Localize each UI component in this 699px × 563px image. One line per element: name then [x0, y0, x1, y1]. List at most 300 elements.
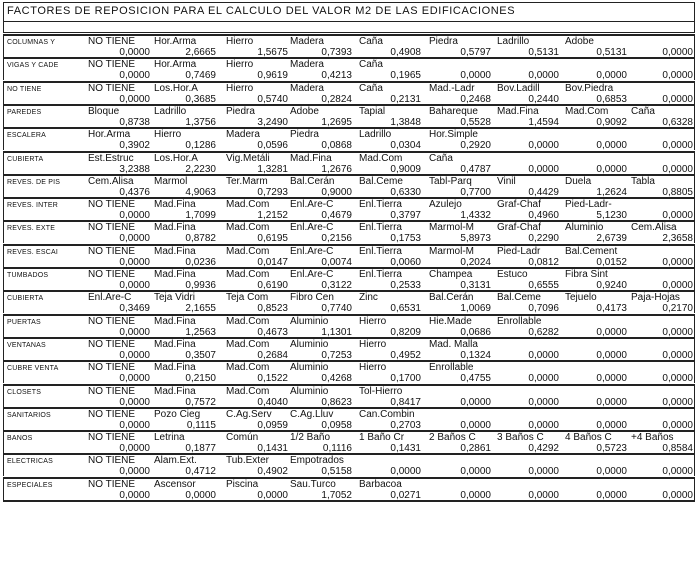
- row-label-cell: Marmol-M: [429, 245, 474, 257]
- row-value-cell: 0,4040: [257, 396, 288, 407]
- row-value-cell: 0,1286: [185, 140, 216, 151]
- row-value-cell: 0,5528: [460, 116, 491, 127]
- row-label-cell: Vinil: [497, 175, 516, 187]
- row-label-cell: Enl.Tierra: [359, 269, 402, 280]
- row-value-cell: 0,0000: [119, 233, 150, 244]
- row-value-cell: 1,3848: [390, 116, 421, 127]
- row-value-cell: 0,1877: [185, 443, 216, 454]
- row-label-cell: Mad.Fina: [154, 338, 196, 350]
- row-value-cell: 0,2468: [460, 93, 491, 104]
- row-value-cell: 0,0000: [119, 396, 150, 407]
- table-row: [3, 220, 695, 243]
- row-value-cell: 4,9063: [185, 186, 216, 197]
- table-row: [3, 360, 695, 383]
- row-label-cell: Enl.Tierra: [359, 245, 402, 257]
- row-label-cell: Mad.Fina: [497, 105, 539, 117]
- row-value-cell: 1,0069: [460, 303, 491, 314]
- row-value-cell: 0,1700: [390, 373, 421, 384]
- table-row: [3, 34, 695, 57]
- row-value-cell: 0,8805: [662, 186, 693, 197]
- row-label-cell: Pied-Ladr-: [565, 199, 612, 211]
- row-value-cell: 0,0000: [662, 256, 693, 267]
- row-value-cell: 0,2170: [662, 303, 693, 314]
- row-value-cell: 0,8209: [390, 326, 421, 337]
- row-value-cell: 0,8738: [119, 116, 150, 127]
- row-label-cell: Aluminio: [290, 338, 329, 350]
- table-row: [3, 407, 695, 430]
- row-value-cell: 0,7700: [460, 186, 491, 197]
- row-value-cell: 0,3122: [321, 280, 352, 290]
- row-value-cell: 0,1522: [257, 373, 288, 384]
- row-value-cell: 0,0000: [257, 489, 288, 501]
- row-category: PUERTAS: [7, 318, 41, 326]
- row-label-cell: Marmol: [154, 175, 188, 187]
- row-value-cell: 0,0000: [528, 489, 559, 501]
- row-label-cell: Piedra: [429, 36, 458, 47]
- row-label-cell: Tabl-Parq: [429, 175, 472, 187]
- row-label-cell: Hierro: [359, 315, 387, 327]
- row-value-cell: 0,0000: [596, 466, 627, 477]
- row-value-cell: 0,4908: [390, 47, 421, 57]
- row-value-cell: 2,3658: [662, 233, 693, 244]
- row-value-cell: 0,7469: [185, 70, 216, 81]
- row-category: REVES. EXTE: [7, 225, 56, 233]
- row-value-cell: 0,3685: [185, 93, 216, 104]
- row-value-cell: 0,0000: [119, 349, 150, 360]
- row-value-cell: 0,0958: [321, 419, 352, 430]
- row-value-cell: 0,2533: [390, 280, 421, 290]
- row-label-cell: NO TIENE: [88, 199, 136, 211]
- row-label-cell: 4 Baños C: [565, 432, 612, 444]
- row-label-cell: NO TIENE: [88, 269, 136, 280]
- row-value-cell: 0,0812: [528, 256, 559, 267]
- row-value-cell: 0,2861: [460, 443, 491, 454]
- row-value-cell: 0,0000: [662, 466, 693, 477]
- row-label-cell: Empotrados: [290, 455, 344, 467]
- row-label-cell: Enl.Are-C: [88, 292, 132, 304]
- row-value-cell: 0,0000: [528, 140, 559, 151]
- row-label-cell: Tabla: [631, 175, 655, 187]
- row-value-cell: 2,6739: [596, 233, 627, 244]
- table-row: [3, 127, 695, 150]
- row-value-cell: 0,0000: [119, 70, 150, 81]
- row-value-cell: 1,2152: [257, 210, 288, 221]
- row-value-cell: 0,0000: [662, 419, 693, 430]
- row-value-cell: 0,0000: [596, 70, 627, 81]
- row-label-cell: Mad.Com: [226, 269, 270, 280]
- row-label-cell: Can.Combin: [359, 408, 415, 420]
- row-label-cell: Sau.Turco: [290, 478, 336, 490]
- row-label-cell: Vig.Metáli: [226, 152, 270, 164]
- row-category: COLUMNAS Y: [7, 39, 56, 46]
- row-label-cell: Enrollable: [429, 362, 474, 374]
- row-value-cell: 0,8523: [257, 303, 288, 314]
- row-value-cell: 0,2290: [528, 233, 559, 244]
- row-label-cell: Mad.Com: [226, 245, 270, 257]
- row-label-cell: Champea: [429, 269, 473, 280]
- row-value-cell: 1,2695: [321, 116, 352, 127]
- row-value-cell: 0,4712: [185, 466, 216, 477]
- row-label-cell: NO TIENE: [88, 36, 136, 47]
- table-row: [3, 337, 695, 360]
- row-value-cell: 0,3131: [460, 280, 491, 290]
- row-label-cell: Mad.Com: [226, 222, 270, 234]
- row-label-cell: Bov.Ladill: [497, 82, 540, 94]
- row-value-cell: 0,0000: [528, 373, 559, 384]
- row-label-cell: Caña: [359, 36, 383, 47]
- table-row: [3, 244, 695, 267]
- row-label-cell: Mad.Fina: [154, 245, 196, 257]
- row-value-cell: 0,0000: [528, 466, 559, 477]
- row-value-cell: 0,7253: [321, 349, 352, 360]
- row-value-cell: 1,4332: [460, 210, 491, 221]
- row-label-cell: C.Ag.Serv: [226, 408, 272, 420]
- row-value-cell: 0,6195: [257, 233, 288, 244]
- row-value-cell: 0,5158: [321, 466, 352, 477]
- row-value-cell: 0,3797: [390, 210, 421, 221]
- row-value-cell: 0,0000: [119, 489, 150, 501]
- row-value-cell: 1,7099: [185, 210, 216, 221]
- row-value-cell: 0,0000: [390, 466, 421, 477]
- row-label-cell: Letrina: [154, 432, 185, 444]
- row-value-cell: 0,2684: [257, 349, 288, 360]
- row-label-cell: Aluminio: [290, 385, 329, 397]
- row-value-cell: 0,3469: [119, 303, 150, 314]
- row-value-cell: 0,9092: [596, 116, 627, 127]
- row-label-cell: Pied-Ladr: [497, 245, 541, 257]
- row-value-cell: 0,9000: [321, 186, 352, 197]
- row-value-cell: 3,2388: [119, 163, 150, 174]
- row-value-cell: 0,8623: [321, 396, 352, 407]
- row-label-cell: Aluminio: [565, 222, 604, 234]
- row-category: REVES. ESCAI: [7, 248, 59, 256]
- row-label-cell: Hor.Arma: [154, 36, 197, 47]
- row-category: PAREDES: [7, 108, 42, 116]
- row-value-cell: 0,4268: [321, 373, 352, 384]
- row-label-cell: Graf-Chaf: [497, 199, 541, 211]
- row-label-cell: Caña: [429, 152, 453, 164]
- row-value-cell: 0,4376: [119, 186, 150, 197]
- row-value-cell: 0,0868: [321, 140, 352, 151]
- row-value-cell: 0,0000: [662, 349, 693, 360]
- row-value-cell: 0,0000: [119, 419, 150, 430]
- row-label-cell: Enl.Tierra: [359, 199, 402, 211]
- row-label-cell: Tub.Exter: [226, 455, 269, 467]
- row-label-cell: Bov.Piedra: [565, 82, 614, 94]
- row-label-cell: Mad.Fina: [154, 362, 196, 374]
- row-label-cell: NO TIENE: [88, 362, 136, 374]
- row-value-cell: 0,8417: [390, 396, 421, 407]
- row-label-cell: Fibro Cen: [290, 292, 334, 304]
- row-value-cell: 0,0000: [662, 373, 693, 384]
- row-label-cell: Mad.Fina: [154, 222, 196, 234]
- row-value-cell: 0,9936: [185, 280, 216, 290]
- row-label-cell: Enl.Are-C: [290, 245, 334, 257]
- row-label-cell: Piscina: [226, 478, 259, 490]
- row-value-cell: 0,0000: [460, 70, 491, 81]
- row-category: TUMBADOS: [7, 272, 49, 279]
- row-value-cell: 0,0000: [528, 419, 559, 430]
- row-value-cell: 0,2156: [321, 233, 352, 244]
- row-label-cell: Mad.Fina: [154, 199, 196, 211]
- row-label-cell: Hierro: [226, 59, 254, 71]
- row-label-cell: Hor.Arma: [154, 59, 197, 71]
- row-value-cell: 0,0596: [257, 140, 288, 151]
- row-value-cell: 0,0074: [321, 256, 352, 267]
- row-category: REVES. INTER: [7, 202, 59, 210]
- row-value-cell: 0,9619: [257, 70, 288, 81]
- row-label-cell: NO TIENE: [88, 408, 136, 420]
- row-value-cell: 0,0000: [596, 326, 627, 337]
- row-value-cell: 0,3507: [185, 349, 216, 360]
- row-value-cell: 0,0000: [596, 373, 627, 384]
- row-label-cell: 2 Baños C: [429, 432, 476, 444]
- row-label-cell: Mad.Fina: [290, 152, 332, 164]
- row-value-cell: 0,0000: [596, 419, 627, 430]
- row-category: REVES. DE PIS: [7, 178, 61, 186]
- row-value-cell: 1,1301: [321, 326, 352, 337]
- row-value-cell: 0,4679: [321, 210, 352, 221]
- row-value-cell: 0,1324: [460, 349, 491, 360]
- row-label-cell: NO TIENE: [88, 455, 136, 467]
- row-value-cell: 0,0000: [528, 163, 559, 174]
- row-value-cell: 0,0304: [390, 140, 421, 151]
- row-label-cell: Caña: [631, 105, 655, 117]
- row-value-cell: 0,2703: [390, 419, 421, 430]
- row-label-cell: Tejuelo: [565, 292, 597, 304]
- row-label-cell: Mad.Com: [226, 385, 270, 397]
- row-category: CUBIERTA: [7, 295, 44, 303]
- row-value-cell: 0,2440: [528, 93, 559, 104]
- row-category: VENTANAS: [7, 341, 46, 349]
- row-label-cell: Mad. Malla: [429, 338, 478, 350]
- row-label-cell: Enrollable: [497, 315, 542, 327]
- row-value-cell: 0,4960: [528, 210, 559, 221]
- row-label-cell: Aluminio: [290, 362, 329, 374]
- row-label-cell: Bal.Cement: [565, 245, 618, 257]
- table-row: [3, 290, 695, 313]
- row-label-cell: Bal.Ceme: [497, 292, 541, 304]
- row-value-cell: 0,3902: [119, 140, 150, 151]
- row-value-cell: 0,0000: [662, 47, 693, 57]
- table-row: [3, 314, 695, 337]
- row-value-cell: 0,8782: [185, 233, 216, 244]
- row-label-cell: Ascensor: [154, 478, 196, 490]
- row-value-cell: 0,0686: [460, 326, 491, 337]
- row-label-cell: Zinc: [359, 292, 378, 304]
- row-label-cell: Hierro: [226, 36, 254, 47]
- table-row: [3, 81, 695, 104]
- row-value-cell: 0,0271: [390, 489, 421, 501]
- row-label-cell: Mad.Com: [226, 315, 270, 327]
- row-label-cell: Caña: [359, 59, 383, 71]
- row-value-cell: 0,0000: [596, 489, 627, 501]
- row-category: NO TIENE: [7, 85, 42, 93]
- row-label-cell: Teja Vidri: [154, 292, 195, 304]
- row-value-cell: 0,0000: [528, 396, 559, 407]
- row-value-cell: 1,3756: [185, 116, 216, 127]
- table-row: [3, 151, 695, 174]
- row-label-cell: Cem.Alisa: [88, 175, 134, 187]
- row-label-cell: Caña: [359, 82, 383, 94]
- row-label-cell: Enl.Tierra: [359, 222, 402, 234]
- row-label-cell: Mad.-Ladr: [429, 82, 475, 94]
- row-value-cell: 0,0000: [662, 93, 693, 104]
- row-label-cell: NO TIENE: [88, 59, 136, 71]
- row-label-cell: Mad.Com: [359, 152, 403, 164]
- row-category: CUBRE VENTA: [7, 365, 59, 373]
- row-value-cell: 0,6330: [390, 186, 421, 197]
- table-row: [3, 104, 695, 127]
- table-row: [3, 197, 695, 220]
- row-value-cell: 0,1753: [390, 233, 421, 244]
- row-label-cell: 1/2 Baño: [290, 432, 331, 444]
- row-value-cell: 0,5131: [596, 47, 627, 57]
- row-value-cell: 2,2230: [185, 163, 216, 174]
- row-label-cell: Ter.Marm: [226, 175, 268, 187]
- row-value-cell: 0,4952: [390, 349, 421, 360]
- row-label-cell: Tapial: [359, 105, 386, 117]
- row-label-cell: Aluminio: [290, 315, 329, 327]
- row-value-cell: 0,0000: [662, 326, 693, 337]
- row-label-cell: Hierro: [359, 362, 387, 374]
- row-value-cell: 0,0000: [662, 489, 693, 501]
- row-value-cell: 0,7096: [528, 303, 559, 314]
- row-label-cell: NO TIENE: [88, 245, 136, 257]
- row-value-cell: 0,1965: [390, 70, 421, 81]
- row-value-cell: 0,0000: [460, 466, 491, 477]
- row-label-cell: Hierro: [154, 129, 182, 141]
- row-label-cell: Tol-Hierro: [359, 385, 403, 397]
- row-value-cell: 0,0000: [119, 443, 150, 454]
- row-value-cell: 0,0000: [662, 210, 693, 221]
- row-value-cell: 0,0000: [596, 396, 627, 407]
- row-label-cell: Enl.Are-C: [290, 199, 334, 211]
- row-label-cell: NO TIENE: [88, 432, 136, 444]
- row-label-cell: Ladrillo: [359, 129, 392, 141]
- row-label-cell: 3 Baños C: [497, 432, 544, 444]
- header-spacer: [3, 22, 695, 33]
- row-label-cell: Enl.Are-C: [290, 269, 334, 280]
- row-value-cell: 0,0000: [460, 419, 491, 430]
- row-value-cell: 0,1431: [390, 443, 421, 454]
- row-label-cell: Ladrillo: [154, 105, 187, 117]
- row-value-cell: 0,8584: [662, 443, 693, 454]
- row-label-cell: NO TIENE: [88, 385, 136, 397]
- row-value-cell: 0,0000: [460, 489, 491, 501]
- row-value-cell: 0,9009: [390, 163, 421, 174]
- row-value-cell: 0,0000: [662, 396, 693, 407]
- row-label-cell: Piedra: [226, 105, 255, 117]
- row-label-cell: +4 Baños: [631, 432, 674, 444]
- row-label-cell: 1 Baño Cr: [359, 432, 405, 444]
- row-label-cell: Marmol-M: [429, 222, 474, 234]
- row-label-cell: Hor.Arma: [88, 129, 131, 141]
- row-category: SANITARIOS: [7, 411, 51, 419]
- row-label-cell: Madera: [290, 36, 324, 47]
- row-label-cell: NO TIENE: [88, 478, 136, 490]
- row-label-cell: Paja-Hojas: [631, 292, 680, 304]
- row-label-cell: Mad.Com: [226, 199, 270, 211]
- row-value-cell: 0,0152: [596, 256, 627, 267]
- row-label-cell: Mad.Com: [226, 362, 270, 374]
- row-value-cell: 0,0000: [119, 280, 150, 290]
- table-row: [3, 174, 695, 197]
- row-value-cell: 0,2131: [390, 93, 421, 104]
- row-label-cell: Madera: [290, 59, 324, 71]
- row-value-cell: 0,2024: [460, 256, 491, 267]
- row-value-cell: 1,2563: [185, 326, 216, 337]
- row-label-cell: Bal.Ceme: [359, 175, 403, 187]
- title-box: [3, 2, 695, 22]
- row-label-cell: Los.Hor.A: [154, 82, 198, 94]
- row-value-cell: 0,7293: [257, 186, 288, 197]
- row-value-cell: 5,8973: [460, 233, 491, 244]
- row-value-cell: 0,0000: [119, 326, 150, 337]
- row-value-cell: 0,0000: [662, 140, 693, 151]
- row-label-cell: Bal.Cerán: [429, 292, 474, 304]
- row-category: ELECTRICAS: [7, 458, 53, 466]
- row-value-cell: 0,0000: [662, 163, 693, 174]
- row-value-cell: 0,0000: [662, 70, 693, 81]
- row-value-cell: 0,2920: [460, 140, 491, 151]
- row-label-cell: Azulejo: [429, 199, 462, 211]
- row-label-cell: Bahareque: [429, 105, 478, 117]
- row-label-cell: C.Ag.Lluv: [290, 408, 334, 420]
- row-value-cell: 1,5675: [257, 47, 288, 57]
- row-value-cell: 0,4173: [596, 303, 627, 314]
- row-value-cell: 0,2150: [185, 373, 216, 384]
- row-label-cell: Cem.Alisa: [631, 222, 677, 234]
- row-value-cell: 0,1116: [322, 443, 352, 454]
- row-label-cell: Mad.Fina: [154, 269, 196, 280]
- row-value-cell: 1,7052: [321, 489, 352, 501]
- row-value-cell: 3,2490: [257, 116, 288, 127]
- row-value-cell: 1,4594: [528, 116, 559, 127]
- row-label-cell: Mad.Com: [226, 338, 270, 350]
- row-label-cell: Alam.Ext.: [154, 455, 197, 467]
- row-value-cell: 0,2824: [321, 93, 352, 104]
- row-category: CUBIERTA: [7, 155, 44, 163]
- row-value-cell: 0,6282: [528, 326, 559, 337]
- row-label-cell: Teja Com: [226, 292, 269, 304]
- row-value-cell: 1,2676: [321, 163, 352, 174]
- row-label-cell: NO TIENE: [88, 82, 136, 94]
- table-row: [3, 477, 695, 502]
- row-label-cell: Hierro: [226, 82, 254, 94]
- row-label-cell: Fibra Sint: [565, 269, 608, 280]
- row-value-cell: 0,4292: [528, 443, 559, 454]
- row-value-cell: 0,0000: [119, 47, 150, 57]
- row-value-cell: 0,0000: [662, 280, 693, 290]
- row-label-cell: Ladrillo: [497, 36, 530, 47]
- table-row: [3, 384, 695, 407]
- row-label-cell: Común: [226, 432, 259, 444]
- row-label-cell: Mad.Com: [565, 105, 609, 117]
- row-value-cell: 0,7572: [185, 396, 216, 407]
- row-label-cell: Hie.Made: [429, 315, 472, 327]
- row-value-cell: 0,0000: [596, 163, 627, 174]
- row-value-cell: 0,1431: [257, 443, 288, 454]
- row-category: BAÑOS: [7, 435, 33, 443]
- row-value-cell: 0,0236: [185, 256, 216, 267]
- row-value-cell: 0,0000: [528, 70, 559, 81]
- row-label-cell: Bloque: [88, 105, 120, 117]
- row-value-cell: 0,0060: [390, 256, 421, 267]
- row-value-cell: 1,3281: [257, 163, 288, 174]
- row-value-cell: 0,4787: [460, 163, 491, 174]
- row-label-cell: Hor.Simple: [429, 129, 478, 141]
